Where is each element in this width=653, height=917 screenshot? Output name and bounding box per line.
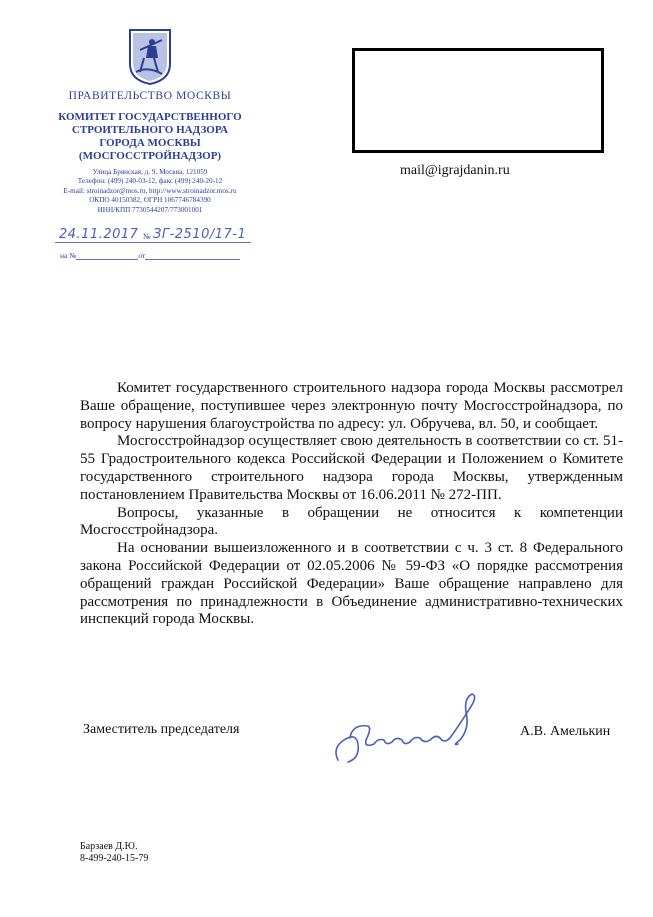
committee-line: СТРОИТЕЛЬНОГО НАДЗОРА <box>71 124 229 136</box>
signer-name: А.В. Амелькин <box>520 724 611 739</box>
from-label: от <box>138 251 146 260</box>
okpo-ogrn: ОКПО 40150382, ОГРН 1067746784390 <box>89 196 211 205</box>
reference-line <box>60 251 260 260</box>
registration-number: ЗГ-2510/17-1 <box>153 227 247 242</box>
moscow-coat-of-arms-icon <box>128 28 172 86</box>
body-paragraph: Комитет государственного строительного надзора города Москвы рассмотрел Ваше обращение, поступившее через электронную почту Мосгосстройнадзора, по вопросу нарушения благоустройства по адресу: ул. Обручева, вл. 50, и сообщает. <box>80 380 623 432</box>
executor-name: Барзаев Д.Ю. <box>80 841 138 852</box>
registration-line <box>55 226 255 248</box>
recipient-email: mail@igrajdanin.ru <box>400 163 510 178</box>
inn-kpp: ИНН/КПП 7730544207/773001001 <box>97 205 203 214</box>
redacted-recipient-box <box>352 48 604 153</box>
letter-body <box>80 380 623 629</box>
registration-underline <box>55 242 251 243</box>
registration-date: 24.11.2017 <box>59 227 139 242</box>
body-paragraph: Мосгосстройнадзор осуществляет свою деятельность в соответствии со ст. 51-55 Градостроительного кодекса Российской Федерации и Положением о Комитете государственного строительного надзора города Москвы, утвержденным постановлением Правительства Москвы от 16.06.2011 № 272-ПП. <box>80 433 623 503</box>
committee-line: КОМИТЕТ ГОСУДАРСТВЕННОГО <box>58 111 242 123</box>
committee-line: ГОРОДА МОСКВЫ <box>99 137 201 149</box>
email-website: E-mail: stroinadzor@mos.ru, http://www.stroinadzor.mos.ru <box>63 186 237 195</box>
government-name: ПРАВИТЕЛЬСТВО МОСКВЫ <box>68 90 232 102</box>
committee-line: (МОСГОССТРОЙНАДЗОР) <box>78 150 222 162</box>
address: Улица Брянская, д. 9, Москва, 121059 <box>92 168 208 176</box>
on-number-blank <box>76 259 138 260</box>
registration-number-label: № <box>143 232 151 241</box>
signer-title: Заместитель председателя <box>83 722 240 737</box>
from-date-blank <box>145 259 240 260</box>
body-paragraph: На основании вышеизложенного и в соответствии с ч. 3 ст. 8 Федерального закона Российской Федерации от 02.05.2006 № 59-ФЗ «О порядке рассмотрения обращений граждан Российской Федерации» Ваше обращение направлено для рассмотрения по принадлежности в Объединение административно-технических инспекций города Москвы. <box>80 540 623 628</box>
handwritten-signature <box>328 688 488 770</box>
executor-phone: 8-499-240-15-79 <box>80 853 149 864</box>
on-number-label: на № <box>60 251 77 260</box>
phone-fax: Телефон: (499) 240-03-12, факс (499) 240-20-12 <box>77 177 223 186</box>
executor-info <box>80 841 148 865</box>
committee-contacts <box>40 168 260 215</box>
body-paragraph: Вопросы, указанные в обращении не относится к компетенции Мосгосстройнадзора. <box>80 504 623 539</box>
committee-name <box>40 111 260 163</box>
